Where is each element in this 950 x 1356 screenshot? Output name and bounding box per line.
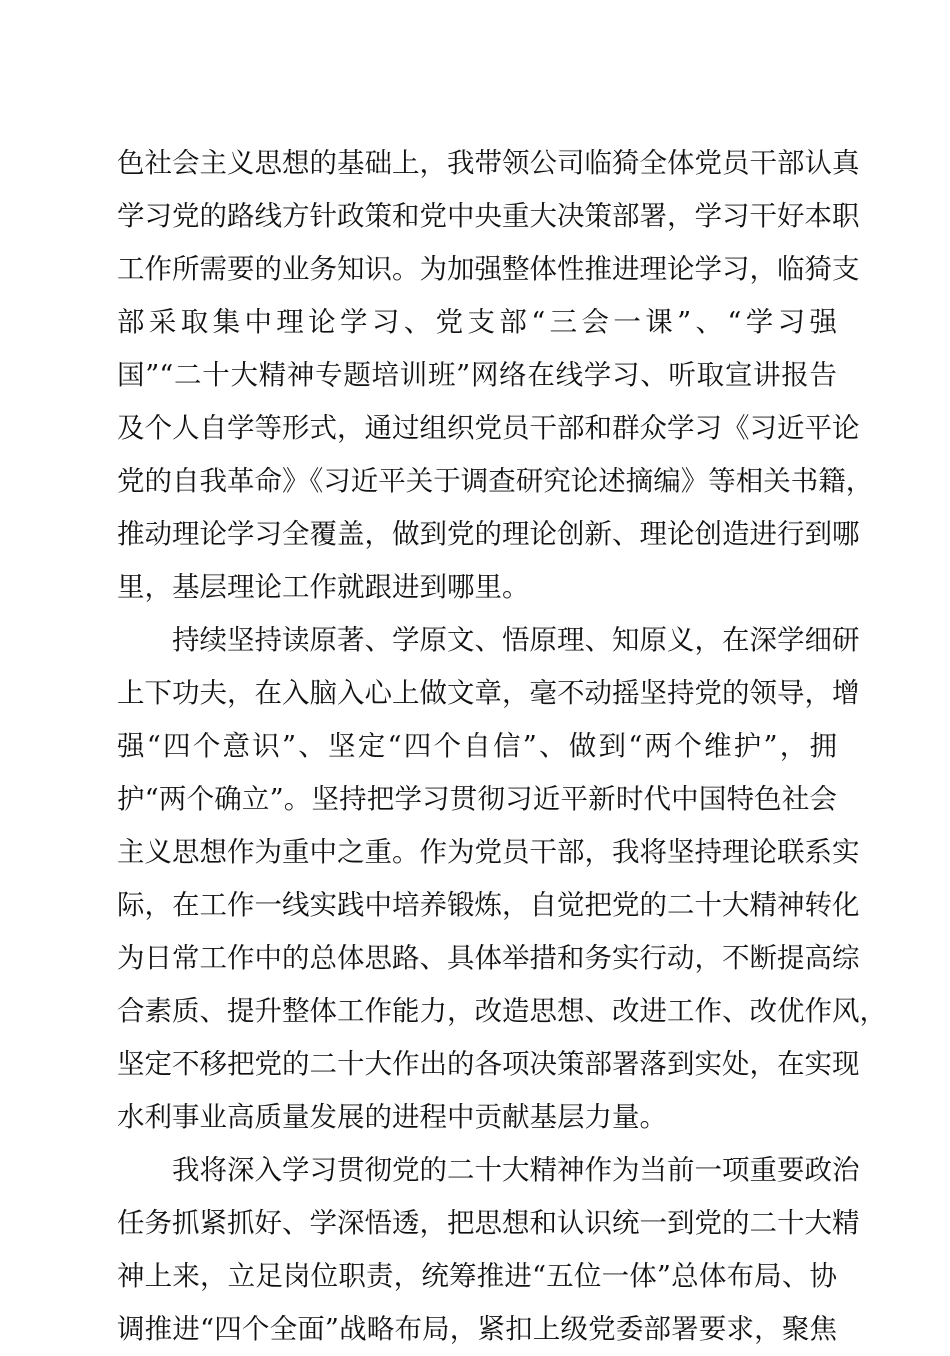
text-line: 我将深入学习贯彻党的二十大精神作为当前一项重要政治 [172,1154,860,1186]
text-line: 国”“二十大精神专题培训班”网络在线学习、听取宣讲报告 [117,359,837,391]
text-line: 神上来，立足岗位职责，统筹推进“五位一体”总体布局、协 [117,1260,837,1292]
text-line: 坚定不移把党的二十大作出的各项决策部署落到实处，在实现 [117,1048,860,1080]
text-line: 部采取集中理论学习、党支部“三会一课”、“学习强 [117,306,837,338]
text-line: 主义思想作为重中之重。作为党员干部，我将坚持理论联系实 [117,836,860,868]
text-line: 水利事业高质量发展的进程中贡献基层力量。 [117,1101,667,1133]
paragraph-2 [117,614,887,1144]
text-line: 强“四个意识”、坚定“四个自信”、做到“两个维护”，拥 [117,730,837,762]
text-line: 色社会主义思想的基础上，我带领公司临猗全体党员干部认真 [117,147,860,179]
text-line: 任务抓紧抓好、学深悟透，把思想和认识统一到党的二十大精 [117,1207,860,1239]
text-line: 工作所需要的业务知识。为加强整体性推进理论学习，临猗支 [117,253,860,285]
text-line: 持续坚持读原著、学原文、悟原理、知原义，在深学细研 [172,624,860,656]
text-line: 调推进“四个全面”战略布局，紧扣上级党委部署要求，聚焦 [117,1313,837,1345]
text-line: 里，基层理论工作就跟进到哪里。 [117,571,530,603]
text-line: 护“两个确立”。坚持把学习贯彻习近平新时代中国特色社会 [117,783,837,815]
text-line: 合素质、提升整体工作能力，改造思想、改进工作、改优作风， [117,995,887,1027]
text-line: 党的自我革命》《习近平关于调查研究论述摘编》等相关书籍， [117,465,874,497]
paragraph-1 [117,137,874,614]
paragraph-3 [117,1144,860,1356]
text-line: 推动理论学习全覆盖，做到党的理论创新、理论创造进行到哪 [117,518,860,550]
text-line: 为日常工作中的总体思路、具体举措和务实行动，不断提高综 [117,942,860,974]
document-body [117,137,887,1356]
text-line: 及个人自学等形式，通过组织党员干部和群众学习《习近平论 [117,412,860,444]
text-line: 上下功夫，在入脑入心上做文章，毫不动摇坚持党的领导，增 [117,677,860,709]
text-line: 际，在工作一线实践中培养锻炼，自觉把党的二十大精神转化 [117,889,860,921]
text-line: 学习党的路线方针政策和党中央重大决策部署，学习干好本职 [117,200,860,232]
